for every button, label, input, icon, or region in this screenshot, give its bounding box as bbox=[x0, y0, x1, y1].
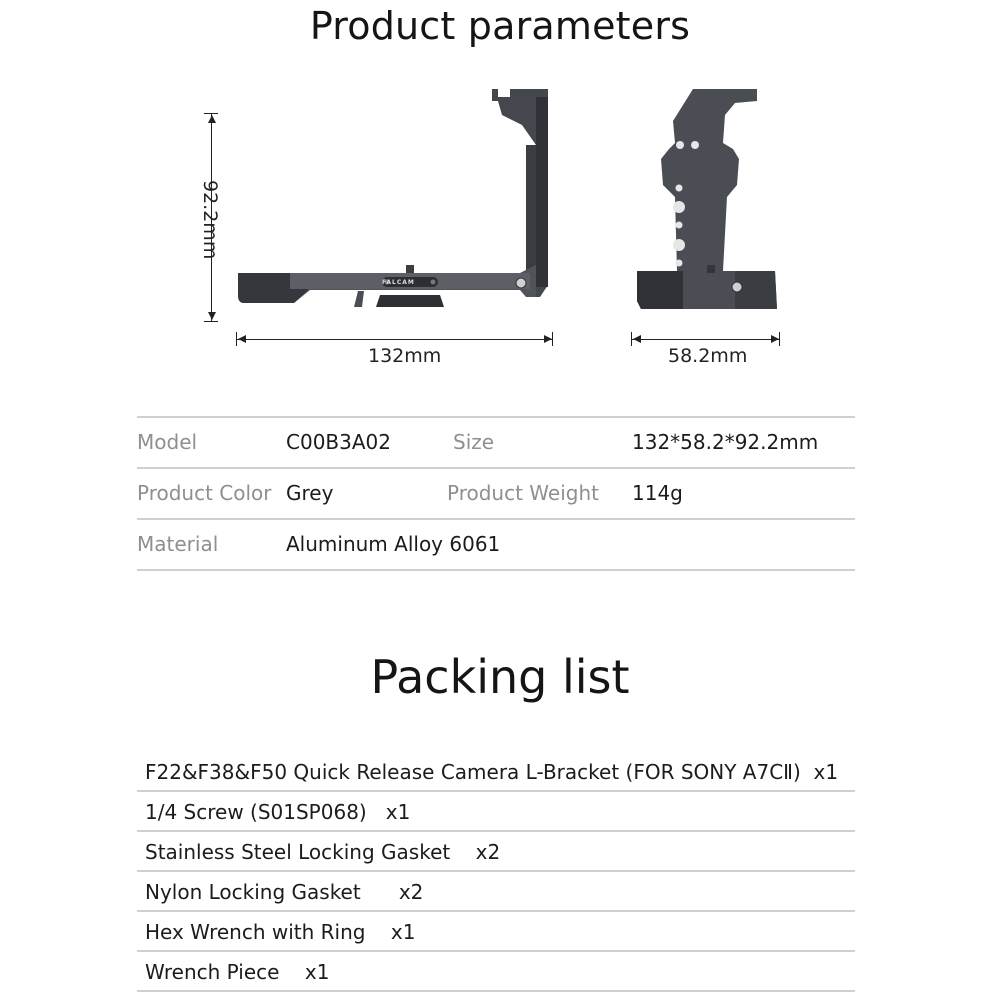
list-item bbox=[137, 752, 855, 792]
spec-label: Size bbox=[453, 430, 495, 454]
falcam-logo: FALCAM bbox=[382, 279, 415, 286]
section-title-product-parameters: Product parameters bbox=[309, 4, 691, 48]
spec-label: Material bbox=[137, 532, 219, 556]
width-dimension-label: 132mm bbox=[368, 345, 442, 367]
spec-label: Product Weight bbox=[447, 481, 599, 505]
height-dimension-label: 92.2mm bbox=[199, 180, 221, 260]
spec-row bbox=[137, 416, 855, 467]
spec-value: 114g bbox=[632, 481, 683, 505]
spec-row bbox=[137, 467, 855, 518]
list-item bbox=[137, 952, 855, 992]
spec-value: 132*58.2*92.2mm bbox=[632, 430, 819, 454]
list-item bbox=[137, 912, 855, 952]
list-item bbox=[137, 832, 855, 872]
l-bracket-side-view-image bbox=[635, 85, 785, 315]
depth-dimension-label: 58.2mm bbox=[668, 345, 748, 367]
spec-row bbox=[137, 518, 855, 571]
packing-item-text: 1/4 Screw (S01SP068) x1 bbox=[145, 800, 411, 824]
packing-item-text: Wrench Piece x1 bbox=[145, 960, 330, 984]
packing-item-text: Stainless Steel Locking Gasket x2 bbox=[145, 840, 501, 864]
packing-item-text: Nylon Locking Gasket x2 bbox=[145, 880, 424, 904]
spec-label: Product Color bbox=[137, 481, 272, 505]
list-item bbox=[137, 872, 855, 912]
packing-list bbox=[137, 752, 855, 992]
section-title-packing-list: Packing list bbox=[370, 650, 630, 704]
product-specs-table bbox=[137, 416, 855, 571]
spec-value: Aluminum Alloy 6061 bbox=[286, 532, 501, 556]
spec-label: Model bbox=[137, 430, 198, 454]
packing-item-text: F22&F38&F50 Quick Release Camera L-Bracket (FOR SONY A7CⅡ) x1 bbox=[145, 760, 839, 784]
spec-value: Grey bbox=[286, 481, 334, 505]
list-item bbox=[137, 792, 855, 832]
packing-item-text: Hex Wrench with Ring x1 bbox=[145, 920, 416, 944]
spec-value: C00B3A02 bbox=[286, 430, 391, 454]
